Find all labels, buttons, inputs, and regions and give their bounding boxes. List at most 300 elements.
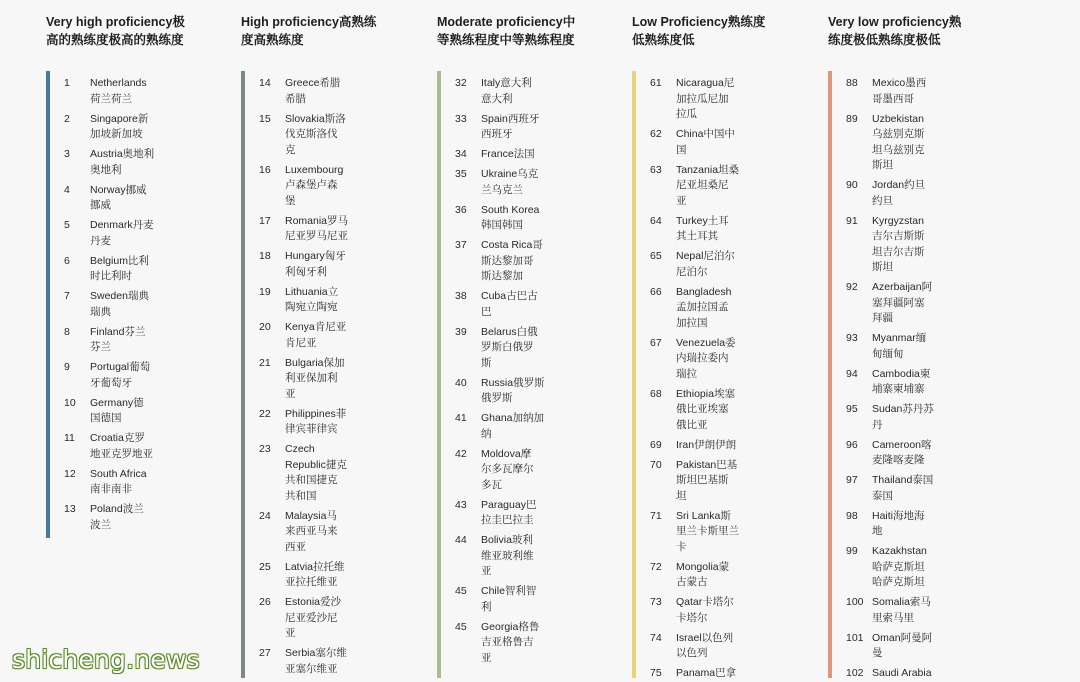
country-name-line: Ghana加纳加 bbox=[481, 412, 545, 424]
country-name-line: Chile智利智 bbox=[481, 585, 537, 597]
country-name-line: 利 bbox=[481, 600, 492, 613]
country-name bbox=[872, 280, 932, 327]
country-name-line: 共和国捷克 bbox=[285, 474, 338, 486]
country-name-line: 共和国 bbox=[285, 489, 317, 502]
country-name-line: 约旦 bbox=[872, 194, 893, 207]
rank-number: 6 bbox=[64, 254, 70, 267]
country-name-line: Oman阿曼阿 bbox=[872, 631, 933, 644]
column-title-line1: Moderate proficiency中 bbox=[437, 15, 576, 29]
country-name-line: Bolivia玻利 bbox=[481, 534, 533, 546]
rank-number: 25 bbox=[259, 560, 271, 573]
country-name-line: 斯坦 bbox=[872, 261, 893, 273]
rank-number: 90 bbox=[846, 179, 858, 191]
country-name-line: Cameroon喀 bbox=[872, 438, 932, 451]
country-name bbox=[285, 214, 348, 245]
country-name-line: Finland芬兰 bbox=[90, 325, 146, 338]
rank-number: 41 bbox=[455, 412, 467, 424]
country-name bbox=[872, 178, 925, 209]
country-name bbox=[676, 509, 739, 556]
country-name bbox=[285, 509, 338, 556]
rank-number: 66 bbox=[650, 285, 662, 298]
column-title-line2: 低熟练度低 bbox=[632, 33, 695, 47]
rank-number: 2 bbox=[64, 112, 70, 125]
country-name-line: 多瓦 bbox=[481, 478, 502, 491]
country-name-line: 麦隆喀麦隆 bbox=[872, 454, 925, 466]
rank-number: 4 bbox=[64, 183, 70, 196]
rank-number: 64 bbox=[650, 214, 662, 227]
country-name-line: Norway挪威 bbox=[90, 183, 147, 196]
country-name bbox=[90, 467, 147, 498]
rank-number: 63 bbox=[650, 163, 662, 176]
country-name-line: Latvia拉托维 bbox=[285, 560, 345, 573]
rank-number: 14 bbox=[259, 77, 271, 89]
country-name-line: Turkey土耳 bbox=[676, 214, 729, 227]
country-name bbox=[285, 76, 340, 107]
country-name-line: Venezuela委 bbox=[676, 336, 736, 349]
country-name bbox=[481, 447, 534, 494]
rank-number: 3 bbox=[64, 148, 70, 160]
country-name-line: Greece希腊 bbox=[285, 77, 341, 89]
country-name-line: 维亚玻利维 bbox=[481, 549, 534, 562]
country-name-line: Tanzania坦桑 bbox=[676, 163, 740, 176]
country-name-line: Denmark丹麦 bbox=[90, 219, 154, 231]
country-name-line: 亚拉托维亚 bbox=[285, 576, 338, 588]
country-name bbox=[285, 407, 346, 438]
country-name bbox=[872, 331, 926, 362]
rank-number: 97 bbox=[846, 474, 858, 486]
country-name-line: Belarus白俄 bbox=[481, 325, 538, 338]
country-name bbox=[872, 595, 931, 626]
column-moderate bbox=[437, 0, 627, 678]
country-name bbox=[285, 112, 346, 159]
rank-number: 11 bbox=[64, 432, 75, 444]
country-name-line: 俄比亚 bbox=[676, 418, 708, 431]
country-name-line: 加坡新加坡 bbox=[90, 128, 143, 140]
country-name bbox=[481, 147, 535, 163]
country-name bbox=[872, 367, 930, 398]
rank-number: 43 bbox=[455, 498, 467, 511]
column-title-line1: High proficiency高熟练 bbox=[241, 15, 377, 29]
country-name-line: 国德国 bbox=[90, 412, 122, 424]
country-name-line: 亚 bbox=[285, 627, 296, 639]
country-name bbox=[90, 396, 144, 427]
rank-number: 37 bbox=[455, 239, 467, 251]
rank-number: 24 bbox=[259, 509, 271, 522]
country-name-line: Kenya肯尼亚 bbox=[285, 321, 347, 333]
column-title-line1: Very high proficiency极 bbox=[46, 15, 185, 29]
country-name-line: 丹麦 bbox=[90, 234, 111, 247]
country-name-line: 坦 bbox=[676, 489, 687, 502]
country-name-line: Italy意大利 bbox=[481, 77, 532, 89]
rank-number: 96 bbox=[846, 438, 858, 451]
country-name bbox=[90, 147, 154, 178]
column-very-low bbox=[828, 0, 1018, 678]
country-name-line: Belgium比利 bbox=[90, 254, 149, 267]
country-name bbox=[285, 163, 343, 210]
country-name-line: 希腊 bbox=[285, 92, 306, 105]
country-name-line: 古蒙古 bbox=[676, 576, 708, 588]
country-name bbox=[90, 502, 144, 533]
country-name bbox=[872, 473, 933, 504]
country-name bbox=[481, 112, 539, 143]
country-name-line: 西班牙 bbox=[481, 128, 513, 140]
country-name bbox=[481, 620, 539, 667]
country-name-line: 兰乌克兰 bbox=[481, 183, 523, 196]
country-name-line: Kyrgyzstan bbox=[872, 214, 924, 227]
rank-number: 98 bbox=[846, 509, 858, 522]
country-name-line: Israel以色列 bbox=[676, 631, 734, 644]
country-name bbox=[285, 560, 345, 591]
country-name-line: Spain西班牙 bbox=[481, 112, 540, 125]
rank-number: 35 bbox=[455, 168, 467, 180]
country-name-line: Qatar卡塔尔 bbox=[676, 596, 734, 608]
country-name-line: 拉圭巴拉圭 bbox=[481, 514, 534, 526]
country-name bbox=[872, 438, 932, 469]
country-name-line: Paraguay巴 bbox=[481, 498, 537, 511]
rank-number: 42 bbox=[455, 447, 467, 460]
country-name-line: Mongolia蒙 bbox=[676, 560, 730, 573]
country-name-line: Panama巴拿 bbox=[676, 667, 737, 679]
country-name-line: Cambodia柬 bbox=[872, 367, 931, 380]
rank-number: 34 bbox=[455, 148, 467, 160]
country-name-line: China中国中 bbox=[676, 128, 735, 140]
country-name-line: 塞拜疆阿塞 bbox=[872, 296, 925, 309]
rank-number: 26 bbox=[259, 596, 271, 608]
country-name bbox=[90, 254, 149, 285]
country-name bbox=[872, 402, 934, 433]
rank-number: 20 bbox=[259, 321, 271, 333]
country-name-line: Estonia爱沙 bbox=[285, 596, 342, 608]
country-name bbox=[90, 289, 149, 320]
country-name-line: Slovakia斯洛 bbox=[285, 112, 346, 125]
column-color-bar bbox=[437, 71, 441, 678]
country-name bbox=[481, 498, 536, 529]
country-name-line: Romania罗马 bbox=[285, 214, 349, 227]
country-name-line: 亚 bbox=[285, 387, 296, 400]
country-name-line: 瑞拉 bbox=[676, 367, 697, 380]
country-name-line: 哈萨克斯坦 bbox=[872, 576, 925, 588]
country-name-line: 韩国韩国 bbox=[481, 219, 523, 231]
rank-number: 45 bbox=[455, 585, 467, 597]
country-name-line: 加拉瓜尼加 bbox=[676, 92, 729, 105]
country-name bbox=[481, 584, 536, 615]
rank-number: 94 bbox=[846, 367, 858, 380]
country-name bbox=[676, 595, 734, 626]
country-name-line: Costa Rica哥 bbox=[481, 239, 543, 251]
country-name-line: Ethiopia埃塞 bbox=[676, 387, 735, 400]
rank-number: 13 bbox=[64, 503, 76, 515]
rank-number: 101 bbox=[846, 631, 864, 644]
country-name-line: 律宾菲律宾 bbox=[285, 423, 338, 435]
rank-number: 74 bbox=[650, 631, 662, 644]
column-title bbox=[632, 13, 812, 49]
country-name bbox=[90, 325, 145, 356]
column-title-line1: Very low proficiency熟 bbox=[828, 15, 962, 29]
country-name-line: 纳 bbox=[481, 427, 492, 440]
country-name bbox=[872, 214, 925, 276]
country-name-line: 加拉国 bbox=[676, 316, 708, 329]
column-very-high bbox=[46, 0, 236, 678]
country-name bbox=[481, 325, 538, 372]
rank-number: 18 bbox=[259, 250, 271, 262]
country-name bbox=[872, 631, 932, 662]
country-name-line: Azerbaijan阿 bbox=[872, 281, 933, 293]
country-name bbox=[481, 289, 538, 320]
rank-number: 91 bbox=[846, 214, 858, 227]
rank-number: 12 bbox=[64, 467, 76, 480]
country-name bbox=[676, 127, 735, 158]
country-name-line: 尼亚罗马尼亚 bbox=[285, 230, 348, 242]
country-name-line: 肯尼亚 bbox=[285, 336, 317, 349]
column-color-bar bbox=[632, 71, 636, 678]
country-name bbox=[676, 214, 729, 245]
country-name-line: 荷兰荷兰 bbox=[90, 92, 132, 105]
column-low bbox=[632, 0, 822, 678]
country-name-line: Mexico墨西 bbox=[872, 77, 927, 89]
country-name-line: 拜疆 bbox=[872, 312, 893, 324]
column-title-line2: 练度极低熟练度极低 bbox=[828, 33, 941, 47]
country-name-line: Czech bbox=[285, 443, 315, 455]
country-name-line: 利亚保加利 bbox=[285, 372, 338, 384]
country-name bbox=[481, 533, 534, 580]
country-name-line: Republic捷克 bbox=[285, 458, 347, 471]
country-name bbox=[285, 356, 345, 403]
country-name bbox=[481, 203, 539, 234]
country-name bbox=[90, 360, 150, 391]
country-name bbox=[872, 112, 925, 174]
country-name-line: 地亚克罗地亚 bbox=[90, 447, 153, 460]
rank-number: 99 bbox=[846, 545, 858, 557]
country-name bbox=[285, 249, 346, 280]
column-high bbox=[241, 0, 431, 678]
country-name-line: 牙葡萄牙 bbox=[90, 376, 132, 389]
country-name bbox=[90, 183, 147, 214]
country-name-line: Sri Lanka斯 bbox=[676, 509, 731, 522]
country-name bbox=[90, 431, 153, 462]
rank-number: 67 bbox=[650, 336, 662, 349]
column-title bbox=[46, 13, 226, 49]
country-name bbox=[872, 544, 927, 591]
rank-number: 23 bbox=[259, 443, 271, 455]
country-name-line: Bangladesh bbox=[676, 285, 732, 298]
country-name-line: South Africa bbox=[90, 467, 147, 480]
country-name-line: 奥地利 bbox=[90, 163, 122, 176]
rank-number: 27 bbox=[259, 647, 271, 659]
country-name-line: 尼亚坦桑尼 bbox=[676, 179, 729, 191]
rank-number: 16 bbox=[259, 163, 271, 176]
country-name-line: Russia俄罗斯 bbox=[481, 376, 545, 389]
country-name-line: 时比利时 bbox=[90, 270, 132, 282]
country-name bbox=[676, 387, 735, 434]
country-name bbox=[872, 509, 925, 540]
country-name-line: Sweden瑞典 bbox=[90, 290, 149, 302]
rank-number: 62 bbox=[650, 128, 662, 140]
country-name-line: 泰国 bbox=[872, 489, 893, 502]
rank-number: 21 bbox=[259, 356, 271, 369]
country-name-line: 丹 bbox=[872, 418, 883, 431]
country-name-line: 斯坦巴基斯 bbox=[676, 474, 729, 486]
country-name-line: 地 bbox=[872, 525, 883, 537]
country-name bbox=[481, 238, 543, 285]
country-name-line: South Korea bbox=[481, 203, 540, 216]
country-name-line: 卢森堡卢森 bbox=[285, 179, 338, 191]
country-name-line: 甸缅甸 bbox=[872, 347, 904, 360]
rank-number: 89 bbox=[846, 112, 858, 125]
rank-number: 102 bbox=[846, 667, 864, 679]
country-name bbox=[285, 320, 346, 351]
rank-number: 33 bbox=[455, 112, 467, 125]
country-name-line: Singapore新 bbox=[90, 112, 149, 125]
country-name-line: Cuba古巴古 bbox=[481, 290, 538, 302]
country-name-line: Jordan约旦 bbox=[872, 179, 926, 191]
column-title bbox=[437, 13, 617, 49]
rank-number: 61 bbox=[650, 77, 662, 89]
country-name-line: Bulgaria保加 bbox=[285, 356, 345, 369]
country-name-line: 里索马里 bbox=[872, 611, 914, 624]
rank-number: 72 bbox=[650, 560, 662, 573]
country-name-line: 斯 bbox=[481, 356, 492, 369]
country-name-line: 南非南非 bbox=[90, 483, 132, 495]
column-title-line2: 度高熟练度 bbox=[241, 33, 304, 47]
country-name-line: 芬兰 bbox=[90, 341, 111, 353]
country-name bbox=[676, 336, 736, 383]
country-name-line: 俄罗斯 bbox=[481, 392, 513, 404]
column-color-bar bbox=[241, 71, 245, 678]
country-name-line: Georgia格鲁 bbox=[481, 620, 540, 633]
country-name-line: 西亚 bbox=[285, 540, 306, 553]
country-name-line: 其土耳其 bbox=[676, 230, 718, 242]
country-name bbox=[90, 218, 154, 249]
rank-number: 45 bbox=[455, 620, 467, 633]
rank-number: 75 bbox=[650, 667, 662, 679]
country-name-line: 亚塞尔维亚 bbox=[285, 662, 338, 675]
country-name-line: 亚 bbox=[676, 194, 687, 207]
rank-number: 36 bbox=[455, 203, 467, 216]
country-name-line: Haiti海地海 bbox=[872, 509, 925, 522]
country-name-line: Philippines菲 bbox=[285, 407, 347, 420]
country-name-line: 尼泊尔 bbox=[676, 265, 708, 278]
country-name bbox=[285, 646, 347, 677]
country-name-line: Germany德 bbox=[90, 396, 144, 409]
column-color-bar bbox=[828, 71, 832, 678]
country-name-line: Austria奥地利 bbox=[90, 148, 155, 160]
country-name-line: 伐克斯洛伐 bbox=[285, 128, 338, 140]
rank-number: 73 bbox=[650, 596, 662, 608]
country-name-line: 俄比亚埃塞 bbox=[676, 403, 729, 415]
country-name-line: 克 bbox=[285, 143, 296, 156]
country-name bbox=[481, 76, 532, 107]
country-name-line: Croatia克罗 bbox=[90, 432, 145, 444]
site-watermark: shicheng.news bbox=[12, 645, 200, 674]
country-name-line: 瑞典 bbox=[90, 305, 111, 318]
country-name-line: 斯达黎加哥 bbox=[481, 254, 534, 267]
country-name-line: 坦乌兹别克 bbox=[872, 143, 925, 156]
country-name-line: 孟加拉国孟 bbox=[676, 301, 729, 313]
country-name bbox=[676, 438, 736, 454]
column-title-line1: Low Proficiency熟练度 bbox=[632, 15, 766, 29]
rank-number: 19 bbox=[259, 285, 271, 298]
rank-number: 68 bbox=[650, 387, 662, 400]
country-name bbox=[676, 560, 729, 591]
country-name bbox=[285, 442, 347, 504]
country-name bbox=[90, 112, 148, 143]
rank-number: 88 bbox=[846, 77, 858, 89]
rank-number: 93 bbox=[846, 332, 858, 344]
country-name-line: Somalia索马 bbox=[872, 596, 931, 608]
column-title-line2: 等熟练程度中等熟练程度 bbox=[437, 33, 575, 47]
rank-number: 65 bbox=[650, 250, 662, 262]
rank-number: 1 bbox=[64, 77, 70, 89]
country-name-line: Malaysia马 bbox=[285, 509, 337, 522]
country-name-line: 里兰卡斯里兰 bbox=[676, 525, 739, 537]
country-name bbox=[676, 163, 739, 210]
country-name-line: 亚 bbox=[481, 651, 492, 664]
rank-number: 38 bbox=[455, 290, 467, 302]
country-name bbox=[285, 285, 338, 316]
country-name-line: 斯坦 bbox=[872, 159, 893, 171]
rank-number: 70 bbox=[650, 458, 662, 471]
country-name-line: 以色列 bbox=[676, 647, 708, 659]
country-name bbox=[676, 285, 731, 332]
country-name-line: 意大利 bbox=[481, 92, 513, 105]
column-color-bar bbox=[46, 71, 50, 538]
country-name bbox=[872, 76, 926, 107]
rank-number: 8 bbox=[64, 325, 70, 338]
country-name-line: 卡塔尔 bbox=[676, 611, 708, 624]
country-name-line: Kazakhstan bbox=[872, 545, 927, 557]
country-name-line: 埔寨柬埔寨 bbox=[872, 383, 925, 395]
country-name-line: 波兰 bbox=[90, 518, 111, 531]
rank-number: 15 bbox=[259, 112, 271, 125]
country-name-line: 哈萨克斯坦 bbox=[872, 560, 925, 573]
rank-number: 5 bbox=[64, 219, 70, 231]
column-title bbox=[241, 13, 421, 49]
rank-number: 100 bbox=[846, 596, 864, 608]
country-name-line: Myanmar缅 bbox=[872, 332, 927, 344]
rank-number: 9 bbox=[64, 361, 70, 373]
country-name-line: 曼 bbox=[872, 647, 883, 659]
country-name-line: 坦吉尔吉斯 bbox=[872, 245, 925, 258]
column-title bbox=[828, 13, 1008, 49]
country-name-line: Poland波兰 bbox=[90, 503, 144, 515]
country-name bbox=[481, 376, 545, 407]
country-name-line: Pakistan巴基 bbox=[676, 458, 738, 471]
country-name bbox=[285, 595, 341, 642]
country-name bbox=[481, 167, 538, 198]
country-name-line: Nicaragua尼 bbox=[676, 77, 735, 89]
country-name-line: Netherlands bbox=[90, 77, 147, 89]
country-name-line: 斯达黎加 bbox=[481, 270, 523, 282]
country-name-line: 乌兹别克斯 bbox=[872, 128, 925, 140]
rank-number: 71 bbox=[650, 509, 662, 522]
rank-number: 92 bbox=[846, 281, 858, 293]
rank-number: 17 bbox=[259, 214, 271, 227]
rank-number: 44 bbox=[455, 534, 467, 546]
rank-number: 40 bbox=[455, 376, 467, 389]
country-name-line: 亚 bbox=[481, 565, 492, 577]
country-name-line: 尼亚爱沙尼 bbox=[285, 611, 338, 624]
country-name bbox=[481, 411, 544, 442]
country-name-line: Luxembourg bbox=[285, 163, 344, 176]
country-name-line: Uzbekistan bbox=[872, 112, 924, 125]
country-name-line: Saudi Arabia bbox=[872, 667, 932, 679]
country-name-line: Hungary匈牙 bbox=[285, 250, 346, 262]
country-name-line: Thailand泰国 bbox=[872, 474, 934, 486]
country-name-line: 吉尔吉斯斯 bbox=[872, 230, 925, 242]
country-name-line: Iran伊朗伊朗 bbox=[676, 438, 737, 451]
country-name-line: Serbia塞尔维 bbox=[285, 647, 347, 659]
country-name-line: Moldova摩 bbox=[481, 447, 532, 460]
